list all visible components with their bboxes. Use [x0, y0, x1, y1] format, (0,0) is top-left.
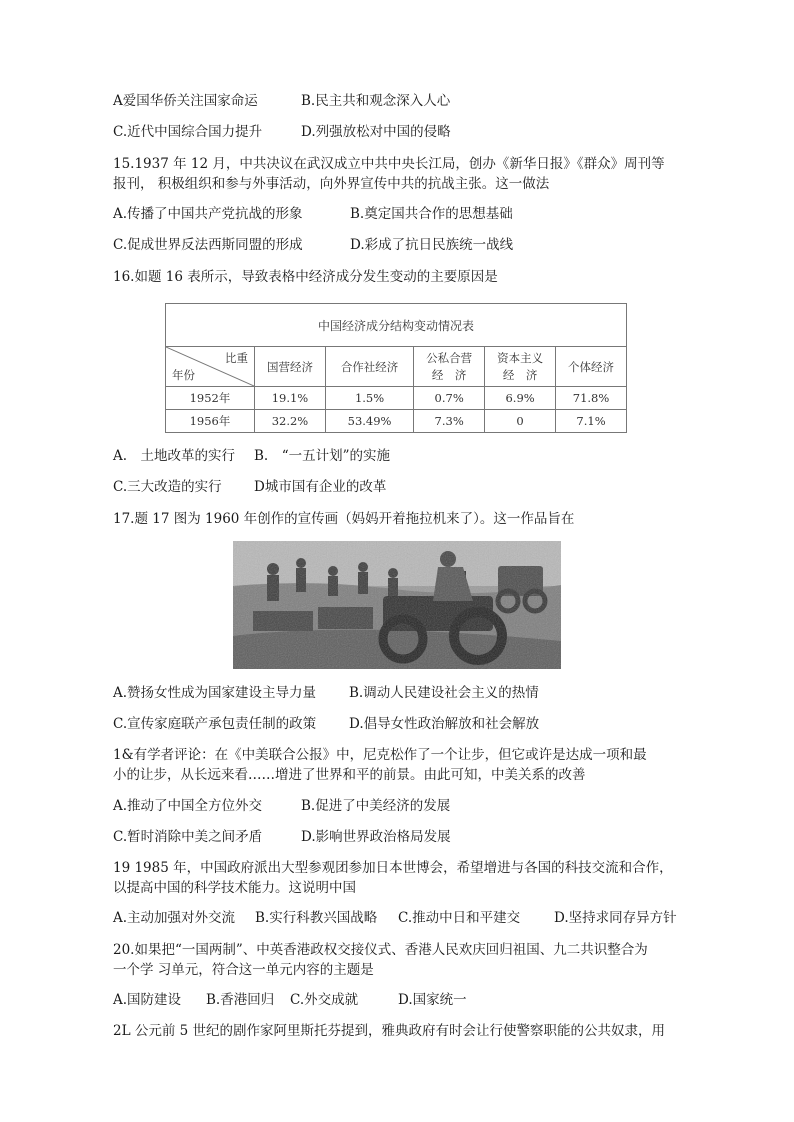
- table-corner-cell: [166, 347, 255, 387]
- q20-option-a: A.国防建设: [113, 992, 182, 1008]
- corner-label-year: 年份: [172, 368, 195, 382]
- q15-option-a: A.传播了中国共产党抗战的形象: [113, 206, 303, 222]
- col-header-individual: 个体经济: [556, 347, 627, 387]
- q17-option-a: A.赞扬女性成为国家建设主导力量: [113, 685, 317, 701]
- table-cell: 0.7%: [414, 387, 485, 410]
- q15-options-row1: [113, 204, 513, 224]
- q20-stem-line1: 20.如果把“一国两制”、中英香港政权交接仪式、香港人民欢庆回归祖国、九二共识整合为: [113, 942, 648, 958]
- q16-option-c: C.三大改造的实行: [113, 479, 222, 495]
- q15-option-c: C.促成世界反法西斯同盟的形成: [113, 237, 303, 253]
- q15-options-row2: [113, 235, 513, 255]
- q20-option-d: D.国家统一: [398, 992, 467, 1008]
- table-cell: 53.49%: [325, 410, 413, 433]
- row-year: 1956年: [166, 410, 255, 433]
- q19-option-d: D.坚持求同存异方针: [554, 910, 677, 926]
- table-cell: 32.2%: [255, 410, 326, 433]
- table-cell: 7.1%: [556, 410, 627, 433]
- q14-options-row2: [113, 122, 451, 142]
- q18-stem-line1: 1&有学者评论：在《中美联合公报》中，尼克松作了一个让步，但它或许是达成一项和最: [113, 747, 647, 763]
- q20-options-row: [113, 990, 467, 1010]
- table-cell: 0: [485, 410, 556, 433]
- q20-stem-line2: 一个学 习单元，符合这一单元内容的主题是: [113, 962, 374, 978]
- q17-stem: 17.题 17 图为 1960 年创作的宣传画（妈妈开着拖拉机来了）。这一作品旨在: [113, 511, 575, 527]
- table-cell: 7.3%: [414, 410, 485, 433]
- q18-stem-line2: 小的让步，从长远来看……增进了世界和平的前景。由此可知，中美关系的改善: [113, 767, 586, 783]
- q14-option-d: D.列强放松对中国的侵略: [301, 124, 451, 140]
- q18-options-row2: [113, 827, 451, 847]
- q17-options-row2: [113, 714, 539, 734]
- q21-stem-line1: 2L 公元前 5 世纪的剧作家阿里斯托芬提到，雅典政府有时会让行使警察职能的公共奴隶，用: [113, 1023, 666, 1039]
- q20-option-c: C.外交成就: [290, 992, 359, 1008]
- q19-options-row: [113, 908, 677, 928]
- table-cell: 71.8%: [556, 387, 627, 410]
- table-row: [166, 410, 627, 433]
- q19-option-c: C.推动中日和平建交: [398, 910, 521, 926]
- table-title: 中国经济成分结构变动情况表: [166, 304, 627, 347]
- col-header-joint: 公私合营 经 济: [414, 347, 485, 387]
- q18-option-b: B.促进了中美经济的发展: [301, 798, 451, 814]
- col-header-cooperative: 合作社经济: [325, 347, 413, 387]
- q18-option-c: C.暂时消除中美之间矛盾: [113, 829, 263, 845]
- q14-option-a: A爱国华侨关注国家命运: [113, 93, 258, 109]
- q17-option-b: B.调动人民建设社会主义的热情: [349, 685, 539, 701]
- table-cell: 1.5%: [325, 387, 413, 410]
- col-header-capitalist: 资本主义 经 济: [485, 347, 556, 387]
- q17-option-c: C.宣传家庭联产承包责任制的政策: [113, 716, 317, 732]
- table-cell: 19.1%: [255, 387, 326, 410]
- table-row: [166, 387, 627, 410]
- q16-options-row1: [113, 446, 390, 466]
- q20-option-b: B.香港回归: [206, 992, 275, 1008]
- q16-option-d: D城市国有企业的改革: [254, 479, 387, 495]
- propaganda-poster-image: [233, 541, 561, 669]
- q14-options-row1: [113, 91, 450, 111]
- q15-option-d: D.彩成了抗日民族统一战线: [350, 237, 514, 253]
- corner-label-ratio: 比重: [225, 351, 248, 365]
- q15-stem-line1: 15.1937 年 12 月，中共决议在武汉成立中共中央长江局，创办《新华日报》《群众》周刊等: [113, 156, 665, 172]
- q16-stem: 16.如题 16 表所示，导致表格中经济成分发生变动的主要原因是: [113, 269, 498, 285]
- q18-option-d: D.影响世界政治格局发展: [301, 829, 451, 845]
- q14-option-b: B.民主共和观念深入人心: [301, 93, 451, 109]
- q19-stem-line2: 以提高中国的科学技术能力。这说明中国: [113, 880, 356, 896]
- q18-options-row1: [113, 796, 450, 816]
- q19-option-a: A.主动加强对外交流: [113, 910, 236, 926]
- economy-structure-table: [165, 303, 627, 433]
- q17-option-d: D.倡导女性政治解放和社会解放: [349, 716, 540, 732]
- q19-stem-line1: 19 1985 年，中国政府派出大型参观团参加日本世博会，希望增进与各国的科技交流和合作，: [113, 860, 673, 876]
- q16-options-row2: [113, 477, 386, 497]
- q17-options-row1: [113, 683, 539, 703]
- q19-option-b: B.实行科教兴国战略: [255, 910, 378, 926]
- q15-stem-line2: 报刊， 积极组织和参与外事活动，向外界宣传中共的抗战主张。这一做法: [113, 176, 550, 192]
- q14-option-c: C.近代中国综合国力提升: [113, 124, 263, 140]
- row-year: 1952年: [166, 387, 255, 410]
- q16-option-a: A. 土地改革的实行: [113, 448, 236, 464]
- col-header-state: 国营经济: [255, 347, 326, 387]
- q18-option-a: A.推动了中国全方位外交: [113, 798, 263, 814]
- table-cell: 6.9%: [485, 387, 556, 410]
- q16-option-b: B. “一五计划”的实施: [254, 448, 391, 464]
- q15-option-b: B.奠定国共合作的思想基础: [350, 206, 513, 222]
